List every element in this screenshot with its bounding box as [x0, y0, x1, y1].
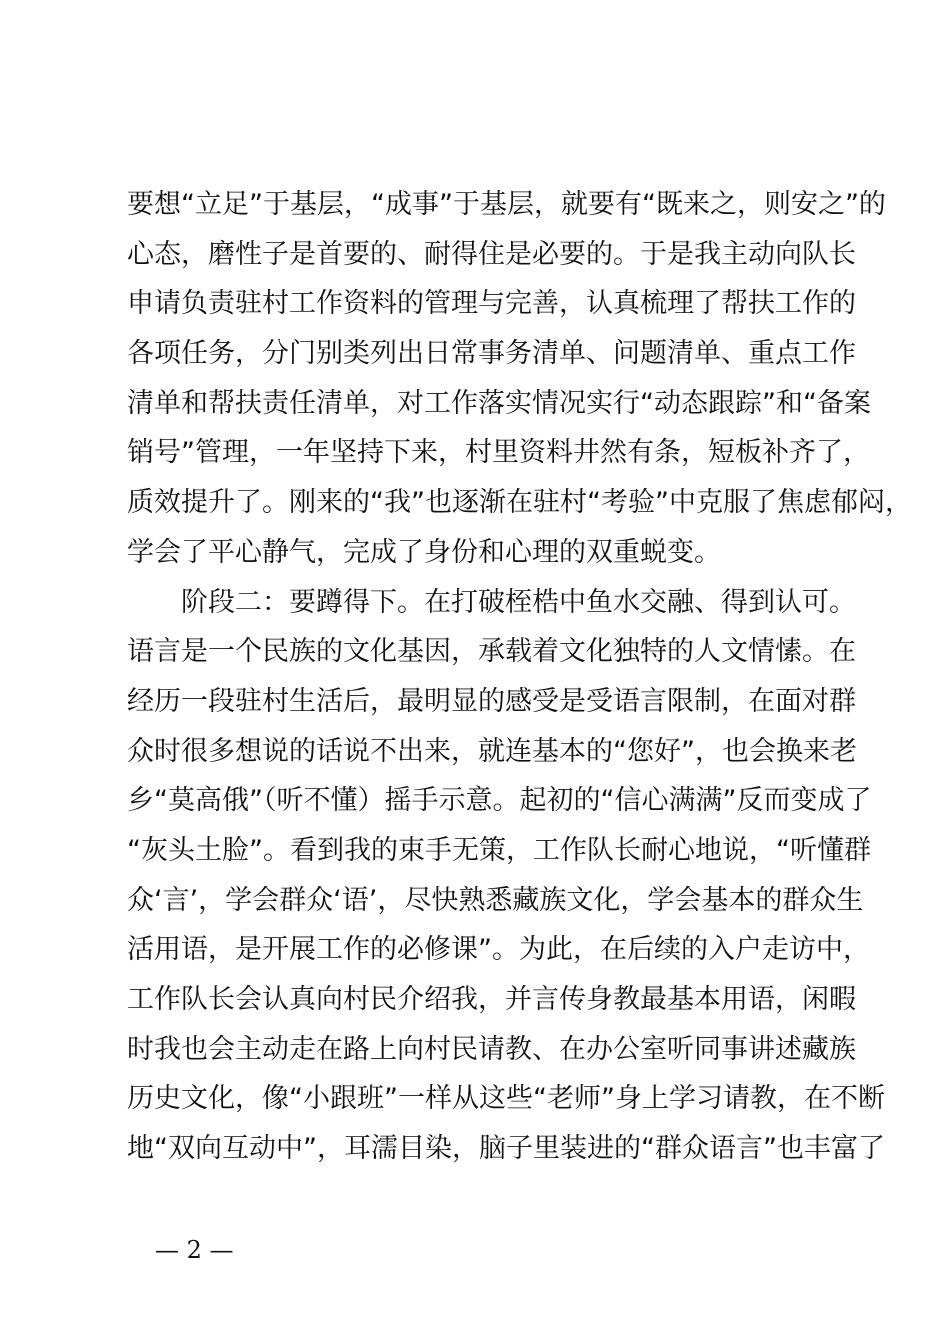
page-number: — 2 — — [155, 1236, 234, 1264]
section-heading-line: 阶段二：要蹲得下。在打破桎梏中鱼水交融、得到认可。 — [181, 586, 856, 618]
body-text — [127, 180, 912, 1174]
text-line: 质效提升了。刚来的“我”也逐渐在驻村“考验”中克服了焦虑郁闷， — [127, 487, 912, 519]
text-line: 销号”管理，一年坚持下来，村里资料井然有条，短板补齐了， — [127, 437, 870, 469]
text-line: 各项任务，分门别类列出日常事务清单、问题清单、重点工作 — [127, 338, 856, 370]
text-line: 学会了平心静气，完成了身份和心理的双重蜕变。 — [127, 536, 721, 568]
text-line: 活用语，是开展工作的必修课”。为此，在后续的入户走访中， — [127, 934, 870, 966]
text-line: 申请负责驻村工作资料的管理与完善，认真梳理了帮扶工作的 — [127, 288, 856, 320]
text-line: 语言是一个民族的文化基因，承载着文化独特的人文情愫。在 — [127, 636, 856, 668]
text-line: 清单和帮扶责任清单，对工作落实情况实行“动态跟踪”和“备案 — [127, 387, 871, 419]
text-line: 要想“立足”于基层，“成事”于基层，就要有“既来之，则安之”的 — [127, 189, 886, 220]
text-line: “灰头土脸”。看到我的束手无策，工作队长耐心地说，“听懂群 — [127, 834, 871, 866]
text-line: 地“双向互动中”，耳濡目染，脑子里装进的“群众语言”也丰富了 — [127, 1133, 885, 1165]
text-line: 工作队长会认真向村民介绍我，并言传身教最基本用语，闲暇 — [127, 984, 856, 1015]
text-line: 心态，磨性子是首要的、耐得住是必要的。于是我主动向队长 — [127, 238, 856, 270]
text-line: 经历一段驻村生活后，最明显的感受是受语言限制，在面对群 — [127, 685, 856, 717]
text-line: 时我也会主动走在路上向村民请教、在办公室听同事讲述藏族 — [127, 1033, 856, 1065]
text-line: 众‘言’，学会群众‘语’，尽快熟悉藏族文化，学会基本的群众生 — [127, 884, 864, 916]
text-line: 历史文化，像“小跟班”一样从这些“老师”身上学习请教，在不断 — [127, 1083, 885, 1115]
text-line: 众时很多想说的话说不出来，就连基本的“您好”，也会换来老 — [127, 735, 857, 767]
text-line: 乡“莫高俄”（听不懂）摇手示意。起初的“信心满满”反而变成了 — [127, 785, 872, 817]
